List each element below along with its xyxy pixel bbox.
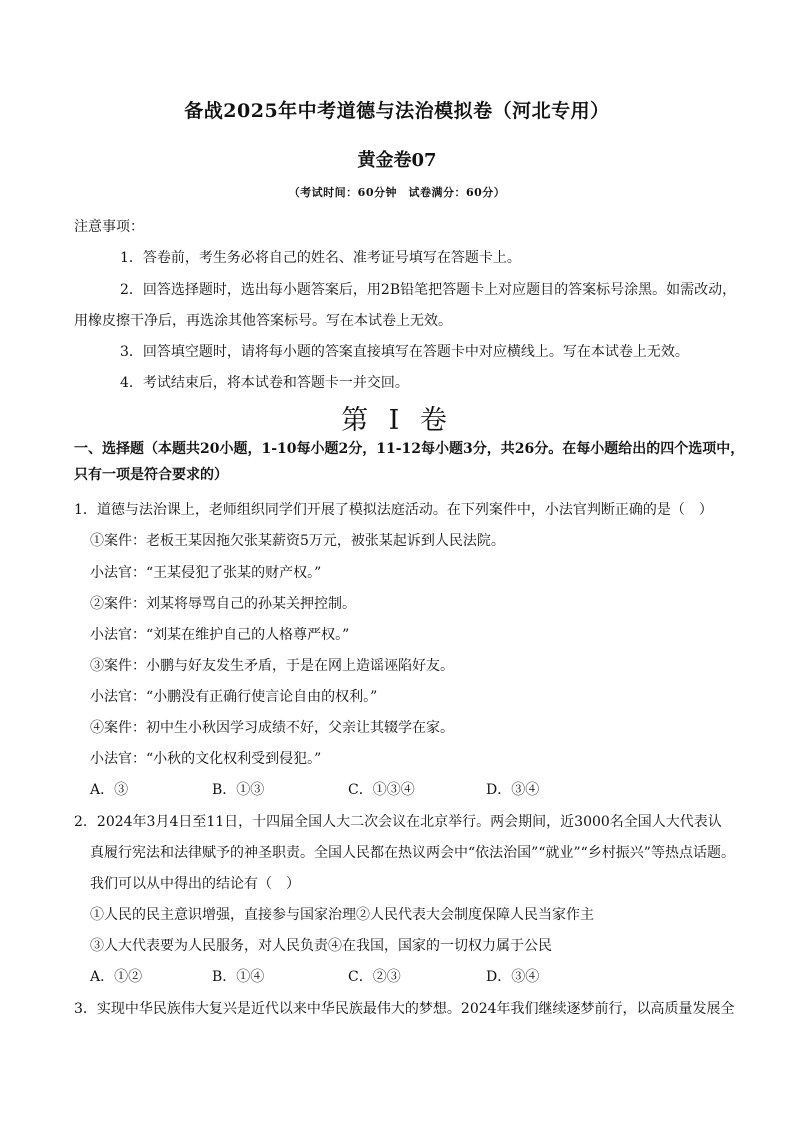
question-3-stem: 3．实现中华民族伟大复兴是近代以来中华民族最伟大的梦想。2024年我们继续逐梦前行，以高质量发展全 (74, 1001, 735, 1017)
question-2-line: ③人大代表要为人民服务，对人民负责④在我国，国家的一切权力属于公民 (90, 938, 552, 954)
option-d[interactable]: D．③④ (486, 782, 540, 798)
section-instructions: 只有一项是符合要求的） (74, 467, 228, 483)
option-c[interactable]: C．①③④ (348, 782, 415, 798)
question-1-line: 小法官：“小秋的文化权利受到侵犯。” (90, 751, 322, 767)
question-2-stem: 真履行宪法和法律赋予的神圣职责。全国人民都在热议两会中“依法治国”“就业”“乡村振兴”等热点话题。 (90, 845, 735, 861)
question-2-stem: 我们可以从中得出的结论有（ ） (90, 876, 300, 892)
option-c[interactable]: C．②③ (348, 969, 401, 985)
question-1-stem: 1．道德与法治课上，老师组织同学们开展了模拟法庭活动。在下列案件中，小法官判断正确的是（ ） (74, 502, 713, 518)
question-1-line: 小法官：“王某侵犯了张某的财产权。” (90, 565, 322, 581)
question-1-line: ④案件：初中生小秋因学习成绩不好，父亲让其辍学在家。 (90, 720, 454, 736)
option-b[interactable]: B．①④ (212, 969, 265, 985)
option-a[interactable]: A．③ (90, 782, 129, 798)
exam-title: 备战2025年中考道德与法治模拟卷（河北专用） (184, 100, 610, 122)
notice-item: 1．答卷前，考生务必将自己的姓名、准考证号填写在答题卡上。 (120, 250, 521, 266)
notice-item: 用橡皮擦干净后，再选涂其他答案标号。写在本试卷上无效。 (74, 313, 452, 329)
option-d[interactable]: D．③④ (486, 969, 540, 985)
exam-info: （考试时间：60分钟 试卷满分：60分） (288, 186, 506, 199)
exam-subtitle: 黄金卷07 (357, 150, 437, 171)
question-1-line: 小法官：“小鹏没有正确行使言论自由的权利。” (90, 689, 378, 705)
question-1-line: ①案件：老板王某因拖欠张某薪资5万元，被张某起诉到人民法院。 (90, 533, 505, 549)
notice-heading: 注意事项： (74, 219, 144, 235)
notice-item: 3．回答填空题时，请将每小题的答案直接填写在答题卡中对应横线上。写在本试卷上无效。 (120, 344, 689, 360)
question-2-line: ①人民的民主意识增强，直接参与国家治理②人民代表大会制度保障人民当家作主 (90, 907, 594, 923)
option-b[interactable]: B．①③ (212, 782, 265, 798)
question-2-stem: 2．2024年3月4日至11日，十四届全国人大二次会议在北京举行。两会期间，近3000名全国人大代表认 (74, 814, 722, 830)
question-1-line: ③案件：小鹏与好友发生矛盾，于是在网上造谣诬陷好友。 (90, 658, 454, 674)
notice-item: 4．考试结束后，将本试卷和答题卡一并交回。 (120, 375, 409, 391)
option-a[interactable]: A．①② (90, 969, 143, 985)
section-instructions: 一、选择题（本题共20小题，1-10每小题2分，11-12每小题3分，共26分。在每小题给出的四个选项中， (74, 441, 745, 457)
notice-item: 2．回答选择题时，选出每小题答案后，用2B铅笔把答题卡上对应题目的答案标号涂黑。如需改动， (120, 282, 737, 298)
question-1-line: ②案件：刘某将辱骂自己的孙某关押控制。 (90, 596, 356, 612)
question-1-line: 小法官：“刘某在维护自己的人格尊严权。” (90, 627, 350, 643)
section-title: 第 I 卷 (341, 405, 453, 436)
